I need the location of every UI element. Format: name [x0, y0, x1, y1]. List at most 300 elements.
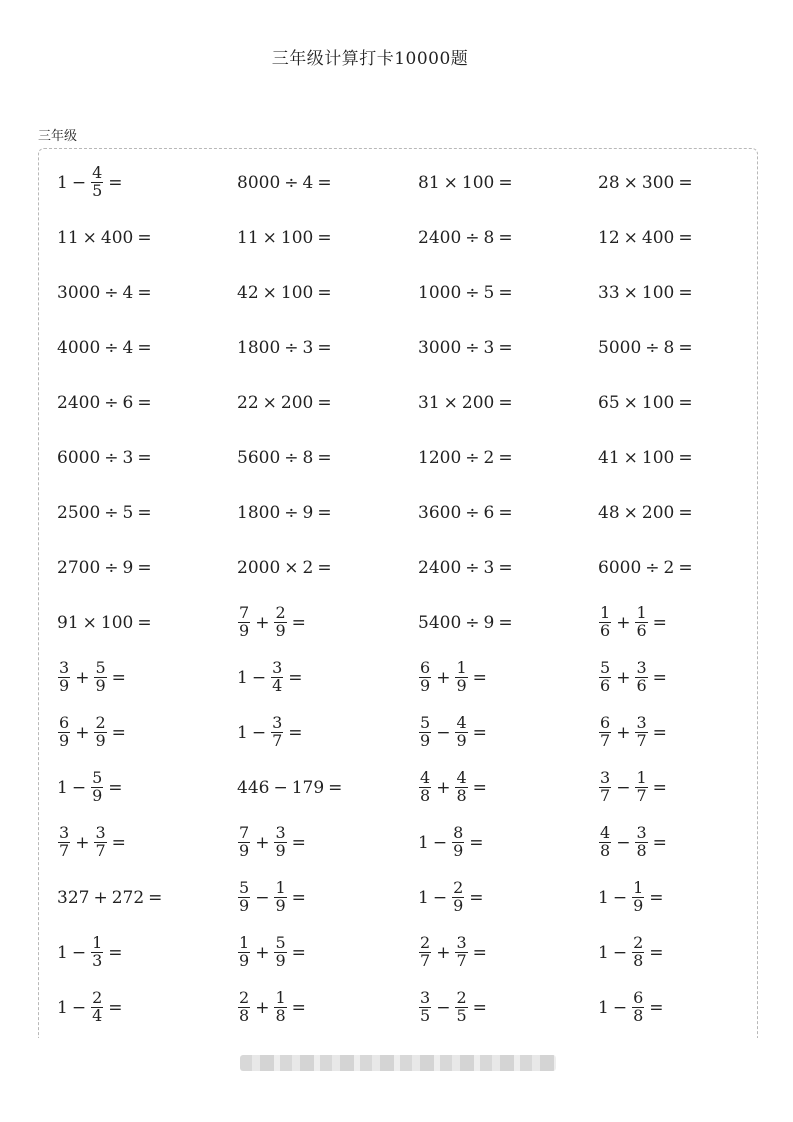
- fraction-numerator: 4: [456, 768, 467, 788]
- number: 8: [302, 447, 314, 468]
- operator: =: [288, 722, 303, 743]
- fraction-denominator: 9: [420, 676, 431, 695]
- fraction-denominator: 8: [456, 786, 467, 805]
- number: 4: [302, 172, 314, 193]
- problem-grid: [57, 155, 757, 1035]
- number: 3: [302, 337, 314, 358]
- number: 1800: [237, 502, 281, 523]
- problem-cell: [57, 155, 237, 210]
- number: 11: [57, 227, 79, 248]
- operator: ×: [623, 392, 638, 413]
- operator: =: [291, 832, 306, 853]
- operator: +: [616, 667, 631, 688]
- number: 100: [280, 282, 314, 303]
- problem-cell: [237, 815, 418, 870]
- number: 9: [122, 557, 134, 578]
- problem-cell: [57, 265, 237, 320]
- fraction-numerator: 4: [420, 768, 431, 788]
- number: 100: [461, 172, 495, 193]
- operator: +: [93, 887, 108, 908]
- fraction-numerator: 3: [59, 823, 70, 843]
- operator: −: [71, 997, 87, 1018]
- number: 4: [122, 282, 134, 303]
- operator: +: [436, 777, 451, 798]
- fraction-numerator: 4: [92, 163, 103, 183]
- fraction-numerator: 5: [600, 658, 611, 678]
- operator: +: [255, 612, 270, 633]
- fraction-numerator: 1: [636, 768, 647, 788]
- number: 200: [280, 392, 314, 413]
- operator: ÷: [645, 337, 660, 358]
- fraction: [91, 770, 103, 805]
- operator: =: [291, 887, 306, 908]
- fraction-numerator: 3: [636, 823, 647, 843]
- fraction: [632, 880, 644, 915]
- problem-cell: [237, 485, 418, 540]
- number: 5000: [598, 337, 642, 358]
- problem-cell: [598, 540, 778, 595]
- fraction-denominator: 7: [59, 841, 70, 860]
- fraction-numerator: 2: [275, 603, 286, 623]
- number: 2400: [57, 392, 101, 413]
- operator: =: [472, 722, 487, 743]
- number: 41: [598, 447, 620, 468]
- number: 42: [237, 282, 259, 303]
- fraction-numerator: 3: [636, 713, 647, 733]
- operator: ÷: [104, 502, 119, 523]
- operator: =: [498, 337, 513, 358]
- number: 9: [302, 502, 314, 523]
- operator: =: [652, 612, 667, 633]
- fraction-denominator: 9: [95, 676, 106, 695]
- operator: ÷: [465, 282, 480, 303]
- number: 2700: [57, 557, 101, 578]
- number: 272: [111, 887, 145, 908]
- problem-cell: [237, 595, 418, 650]
- fraction-denominator: 9: [420, 731, 431, 750]
- problem-cell: [418, 155, 598, 210]
- fraction: [94, 660, 106, 695]
- operator: ×: [623, 282, 638, 303]
- number: 400: [100, 227, 134, 248]
- number: 1: [598, 942, 609, 963]
- operator: −: [612, 997, 628, 1018]
- problem-cell: [237, 155, 418, 210]
- operator: =: [148, 887, 163, 908]
- fraction-denominator: 7: [636, 731, 647, 750]
- problem-cell: [237, 980, 418, 1035]
- fraction-numerator: 6: [633, 988, 644, 1008]
- number: 11: [237, 227, 259, 248]
- fraction-denominator: 9: [456, 676, 467, 695]
- number: 1: [57, 942, 68, 963]
- fraction-numerator: 2: [239, 988, 250, 1008]
- operator: =: [108, 777, 123, 798]
- operator: =: [498, 447, 513, 468]
- operator: −: [616, 777, 631, 798]
- problem-cell: [418, 595, 598, 650]
- number: 1: [418, 887, 429, 908]
- fraction-denominator: 7: [456, 951, 467, 970]
- number: 2: [483, 447, 495, 468]
- fraction-numerator: 5: [420, 713, 431, 733]
- fraction-denominator: 8: [275, 1006, 286, 1025]
- number: 179: [291, 777, 325, 798]
- problem-cell: [418, 760, 598, 815]
- operator: =: [652, 832, 667, 853]
- operator: =: [498, 612, 513, 633]
- operator: ÷: [284, 502, 299, 523]
- number: 91: [57, 612, 79, 633]
- page-title: 三年级计算打卡10000题: [271, 49, 469, 69]
- operator: =: [111, 722, 126, 743]
- operator: −: [71, 942, 87, 963]
- problem-cell: [57, 485, 237, 540]
- blurred-footer-watermark: [240, 1055, 556, 1071]
- fraction: [632, 990, 644, 1025]
- operator: =: [652, 777, 667, 798]
- operator: =: [678, 502, 693, 523]
- fraction: [274, 605, 286, 640]
- number: 1: [57, 997, 68, 1018]
- fraction: [635, 715, 647, 750]
- number: 6: [122, 392, 134, 413]
- number: 1: [237, 722, 248, 743]
- fraction: [455, 715, 467, 750]
- operator: −: [432, 832, 448, 853]
- problem-cell: [598, 650, 778, 705]
- problem-cell: [57, 210, 237, 265]
- fraction-numerator: 3: [59, 658, 70, 678]
- problem-cell: [418, 375, 598, 430]
- fraction-numerator: 1: [239, 933, 250, 953]
- fraction-numerator: 2: [633, 933, 644, 953]
- fraction: [635, 825, 647, 860]
- operator: =: [137, 447, 152, 468]
- number: 33: [598, 282, 620, 303]
- fraction-numerator: 3: [275, 823, 286, 843]
- operator: ×: [623, 172, 638, 193]
- problem-cell: [598, 375, 778, 430]
- fraction-numerator: 1: [275, 988, 286, 1008]
- number: 1: [418, 832, 429, 853]
- operator: ×: [262, 392, 277, 413]
- operator: ÷: [465, 227, 480, 248]
- fraction: [455, 935, 467, 970]
- number: 100: [100, 612, 134, 633]
- fraction-numerator: 6: [420, 658, 431, 678]
- fraction-numerator: 5: [275, 933, 286, 953]
- problem-cell: [237, 265, 418, 320]
- problem-cell: [57, 320, 237, 375]
- fraction-denominator: 5: [92, 181, 103, 200]
- fraction: [274, 935, 286, 970]
- fraction: [632, 935, 644, 970]
- operator: =: [291, 612, 306, 633]
- number: 8000: [237, 172, 281, 193]
- operator: ÷: [465, 447, 480, 468]
- operator: ×: [623, 502, 638, 523]
- problem-cell: [57, 375, 237, 430]
- fraction-denominator: 9: [95, 731, 106, 750]
- problem-cell: [418, 815, 598, 870]
- operator: =: [678, 337, 693, 358]
- problem-cell: [418, 925, 598, 980]
- operator: =: [137, 282, 152, 303]
- number: 5400: [418, 612, 462, 633]
- number: 8: [483, 227, 495, 248]
- problem-cell: [418, 705, 598, 760]
- number: 3000: [418, 337, 462, 358]
- problem-cell: [237, 650, 418, 705]
- operator: −: [436, 997, 451, 1018]
- operator: =: [498, 557, 513, 578]
- problem-cell: [237, 760, 418, 815]
- problem-cell: [57, 540, 237, 595]
- number: 1: [598, 887, 609, 908]
- operator: ÷: [465, 612, 480, 633]
- fraction-denominator: 8: [239, 1006, 250, 1025]
- fraction-numerator: 5: [92, 768, 103, 788]
- fraction-denominator: 9: [275, 841, 286, 860]
- operator: ÷: [284, 447, 299, 468]
- number: 2400: [418, 557, 462, 578]
- problem-cell: [598, 870, 778, 925]
- fraction: [58, 825, 70, 860]
- number: 200: [641, 502, 675, 523]
- problem-cell: [57, 925, 237, 980]
- fraction-denominator: 6: [636, 621, 647, 640]
- number: 31: [418, 392, 440, 413]
- operator: −: [255, 887, 270, 908]
- operator: =: [498, 227, 513, 248]
- number: 1: [57, 172, 68, 193]
- operator: ÷: [465, 502, 480, 523]
- operator: +: [75, 722, 90, 743]
- fraction-numerator: 3: [272, 713, 283, 733]
- problem-cell: [57, 595, 237, 650]
- number: 3: [483, 337, 495, 358]
- operator: =: [108, 997, 123, 1018]
- operator: +: [255, 942, 270, 963]
- fraction: [455, 770, 467, 805]
- problem-cell: [57, 705, 237, 760]
- operator: =: [472, 777, 487, 798]
- number: 1000: [418, 282, 462, 303]
- number: 100: [280, 227, 314, 248]
- operator: =: [137, 502, 152, 523]
- fraction-denominator: 9: [59, 676, 70, 695]
- number: 446: [237, 777, 270, 798]
- operator: +: [436, 942, 451, 963]
- number: 1: [237, 667, 248, 688]
- problem-cell: [237, 540, 418, 595]
- fraction-denominator: 6: [636, 676, 647, 695]
- operator: =: [137, 557, 152, 578]
- fraction-numerator: 1: [636, 603, 647, 623]
- operator: =: [291, 942, 306, 963]
- operator: −: [71, 172, 87, 193]
- fraction-denominator: 7: [600, 731, 611, 750]
- operator: =: [317, 227, 332, 248]
- operator: ÷: [284, 172, 299, 193]
- fraction: [91, 165, 103, 200]
- operator: =: [649, 887, 664, 908]
- number: 2500: [57, 502, 101, 523]
- operator: =: [111, 832, 126, 853]
- operator: =: [469, 832, 484, 853]
- fraction-numerator: 2: [420, 933, 431, 953]
- problem-cell: [418, 320, 598, 375]
- operator: −: [436, 722, 451, 743]
- operator: =: [472, 997, 487, 1018]
- problem-cell: [598, 815, 778, 870]
- fraction-denominator: 9: [239, 841, 250, 860]
- fraction: [91, 990, 103, 1025]
- operator: −: [251, 667, 267, 688]
- fraction-numerator: 8: [453, 823, 464, 843]
- fraction-denominator: 9: [239, 951, 250, 970]
- number: 2000: [237, 557, 281, 578]
- fraction-denominator: 9: [239, 896, 250, 915]
- problem-cell: [598, 760, 778, 815]
- problem-cell: [598, 320, 778, 375]
- fraction: [599, 715, 611, 750]
- problem-cell: [418, 980, 598, 1035]
- fraction: [419, 990, 431, 1025]
- fraction-numerator: 4: [456, 713, 467, 733]
- operator: =: [649, 942, 664, 963]
- operator: ÷: [465, 557, 480, 578]
- problem-cell: [418, 540, 598, 595]
- fraction: [455, 990, 467, 1025]
- number: 5600: [237, 447, 281, 468]
- fraction-denominator: 7: [420, 951, 431, 970]
- operator: −: [273, 777, 288, 798]
- fraction-denominator: 7: [272, 731, 283, 750]
- operator: ×: [82, 227, 97, 248]
- fraction-numerator: 3: [456, 933, 467, 953]
- problem-cell: [57, 815, 237, 870]
- operator: +: [75, 832, 90, 853]
- fraction: [58, 715, 70, 750]
- operator: +: [616, 722, 631, 743]
- fraction: [419, 660, 431, 695]
- fraction: [238, 935, 250, 970]
- operator: ÷: [104, 557, 119, 578]
- number: 1: [598, 997, 609, 1018]
- fraction: [635, 770, 647, 805]
- operator: =: [328, 777, 343, 798]
- fraction: [238, 605, 250, 640]
- operator: ÷: [104, 392, 119, 413]
- problem-cell: [237, 705, 418, 760]
- fraction-numerator: 3: [600, 768, 611, 788]
- fraction: [455, 660, 467, 695]
- problem-cell: [418, 870, 598, 925]
- operator: +: [616, 612, 631, 633]
- problem-cell: [598, 705, 778, 760]
- fraction-denominator: 9: [59, 731, 70, 750]
- number: 3: [483, 557, 495, 578]
- fraction-numerator: 4: [600, 823, 611, 843]
- operator: =: [678, 447, 693, 468]
- number: 3000: [57, 282, 101, 303]
- operator: =: [317, 447, 332, 468]
- fraction: [452, 880, 464, 915]
- operator: ×: [262, 227, 277, 248]
- fraction-denominator: 5: [456, 1006, 467, 1025]
- fraction-numerator: 3: [272, 658, 283, 678]
- operator: +: [75, 667, 90, 688]
- number: 1800: [237, 337, 281, 358]
- fraction-numerator: 1: [92, 933, 103, 953]
- fraction-denominator: 9: [456, 731, 467, 750]
- operator: =: [678, 282, 693, 303]
- fraction: [94, 825, 106, 860]
- operator: +: [436, 667, 451, 688]
- operator: ×: [82, 612, 97, 633]
- number: 65: [598, 392, 620, 413]
- fraction-denominator: 8: [633, 951, 644, 970]
- section-label: 三年级: [38, 129, 78, 144]
- number: 4: [122, 337, 134, 358]
- number: 8: [663, 337, 675, 358]
- number: 3: [122, 447, 134, 468]
- fraction: [274, 825, 286, 860]
- fraction-numerator: 2: [453, 878, 464, 898]
- number: 5: [483, 282, 495, 303]
- number: 6000: [598, 557, 642, 578]
- fraction-numerator: 1: [275, 878, 286, 898]
- operator: −: [432, 887, 448, 908]
- problem-cell: [418, 650, 598, 705]
- fraction-denominator: 3: [92, 951, 103, 970]
- operator: =: [652, 667, 667, 688]
- number: 300: [641, 172, 675, 193]
- fraction-numerator: 5: [239, 878, 250, 898]
- operator: =: [469, 887, 484, 908]
- operator: ÷: [465, 337, 480, 358]
- fraction-numerator: 1: [633, 878, 644, 898]
- number: 100: [641, 447, 675, 468]
- fraction: [419, 935, 431, 970]
- fraction-numerator: 7: [239, 603, 250, 623]
- number: 3600: [418, 502, 462, 523]
- number: 81: [418, 172, 440, 193]
- fraction-numerator: 6: [600, 713, 611, 733]
- fraction: [274, 990, 286, 1025]
- operator: =: [678, 557, 693, 578]
- operator: ×: [443, 172, 458, 193]
- fraction: [635, 605, 647, 640]
- fraction: [452, 825, 464, 860]
- fraction-numerator: 2: [92, 988, 103, 1008]
- fraction-denominator: 9: [239, 621, 250, 640]
- operator: =: [649, 997, 664, 1018]
- operator: ÷: [104, 282, 119, 303]
- fraction-numerator: 1: [600, 603, 611, 623]
- problem-cell: [237, 320, 418, 375]
- fraction: [274, 880, 286, 915]
- operator: −: [612, 942, 628, 963]
- number: 9: [483, 612, 495, 633]
- fraction-numerator: 3: [636, 658, 647, 678]
- number: 400: [641, 227, 675, 248]
- fraction-denominator: 7: [95, 841, 106, 860]
- fraction-numerator: 6: [59, 713, 70, 733]
- number: 327: [57, 887, 90, 908]
